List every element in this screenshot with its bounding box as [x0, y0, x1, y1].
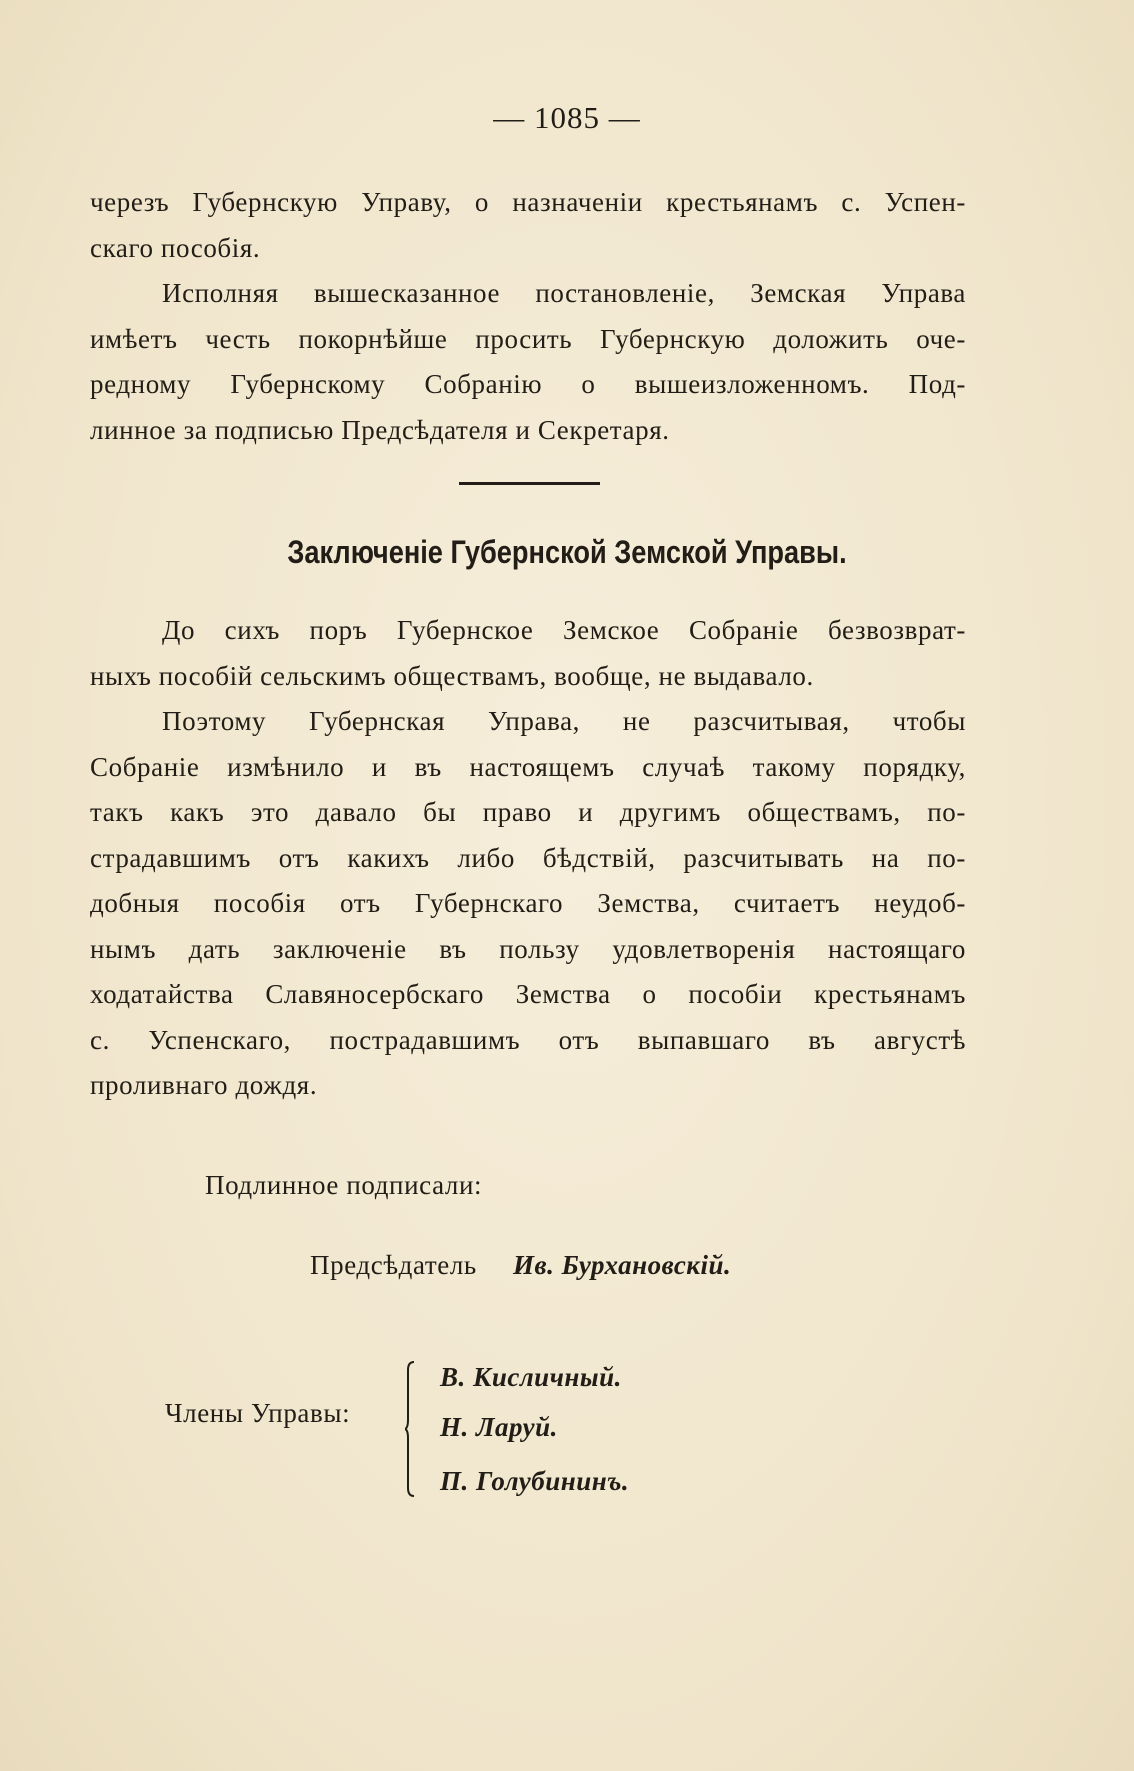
page-number: — 1085 — [493, 100, 641, 135]
text-line: добныя пособія отъ Губернскаго Земства, считаетъ неудоб- [90, 888, 966, 918]
section-divider [459, 482, 600, 485]
text-line: скаго пособія. [90, 232, 261, 263]
text-line: с. Успенскаго, пострадавшимъ отъ выпавшаго въ августѣ [90, 1024, 966, 1055]
text-line: ныхъ пособій сельскимъ обществамъ, вообще, не выдавало. [90, 660, 814, 691]
text-line: Собраніе измѣнило и въ настоящемъ случаѣ такому порядку, [90, 751, 966, 782]
section-heading: Заключеніе Губернской Земской Управы. [287, 534, 847, 570]
text-line: проливнаго дождя. [90, 1070, 318, 1100]
text-line: До сихъ поръ Губернское Земское Собраніе безвозврат- [162, 615, 966, 645]
text-line: нымъ дать заключеніе въ пользу удовлетворенія настоящаго [90, 933, 966, 964]
member-signature: В. Кисличный. [440, 1362, 622, 1392]
member-signature: П. Голубининъ. [440, 1466, 630, 1496]
text-line: такъ какъ это давало бы право и другимъ обществамъ, по- [90, 797, 966, 827]
paragraph-3 [90, 608, 966, 699]
text-line: ходатайства Славяносербскаго Земства о пособіи крестьянамъ [90, 979, 966, 1009]
curly-brace-icon [405, 1360, 415, 1498]
member-signature: Н. Ларуй. [440, 1412, 558, 1442]
text-line: редному Губернскому Собранію о вышеизложенномъ. Под- [90, 369, 966, 399]
text-line: имѣетъ честь покорнѣйше просить Губернскую доложить оче- [90, 323, 966, 354]
chairman-title: Предсѣдатель [310, 1250, 477, 1280]
text-line: линное за подписью Предсѣдателя и Секретаря. [90, 414, 670, 445]
paragraph-4 [90, 699, 966, 1109]
paragraph-1 [90, 180, 966, 271]
paragraph-2 [90, 271, 966, 453]
signed-label: Подлинное подписали: [205, 1170, 483, 1200]
members-label: Члены Управы: [165, 1398, 351, 1428]
text-line: страдавшимъ отъ какихъ либо бѣдствій, разсчитывать на по- [90, 842, 966, 873]
text-line: черезъ Губернскую Управу, о назначеніи крестьянамъ с. Успен- [90, 187, 966, 217]
text-line: Исполняя вышесказанное постановленіе, Земская Управа [162, 278, 966, 308]
chairman-signature: Ив. Бурхановскій. [513, 1250, 732, 1280]
text-line: Поэтому Губернская Управа, не разсчитывая, чтобы [162, 706, 966, 736]
